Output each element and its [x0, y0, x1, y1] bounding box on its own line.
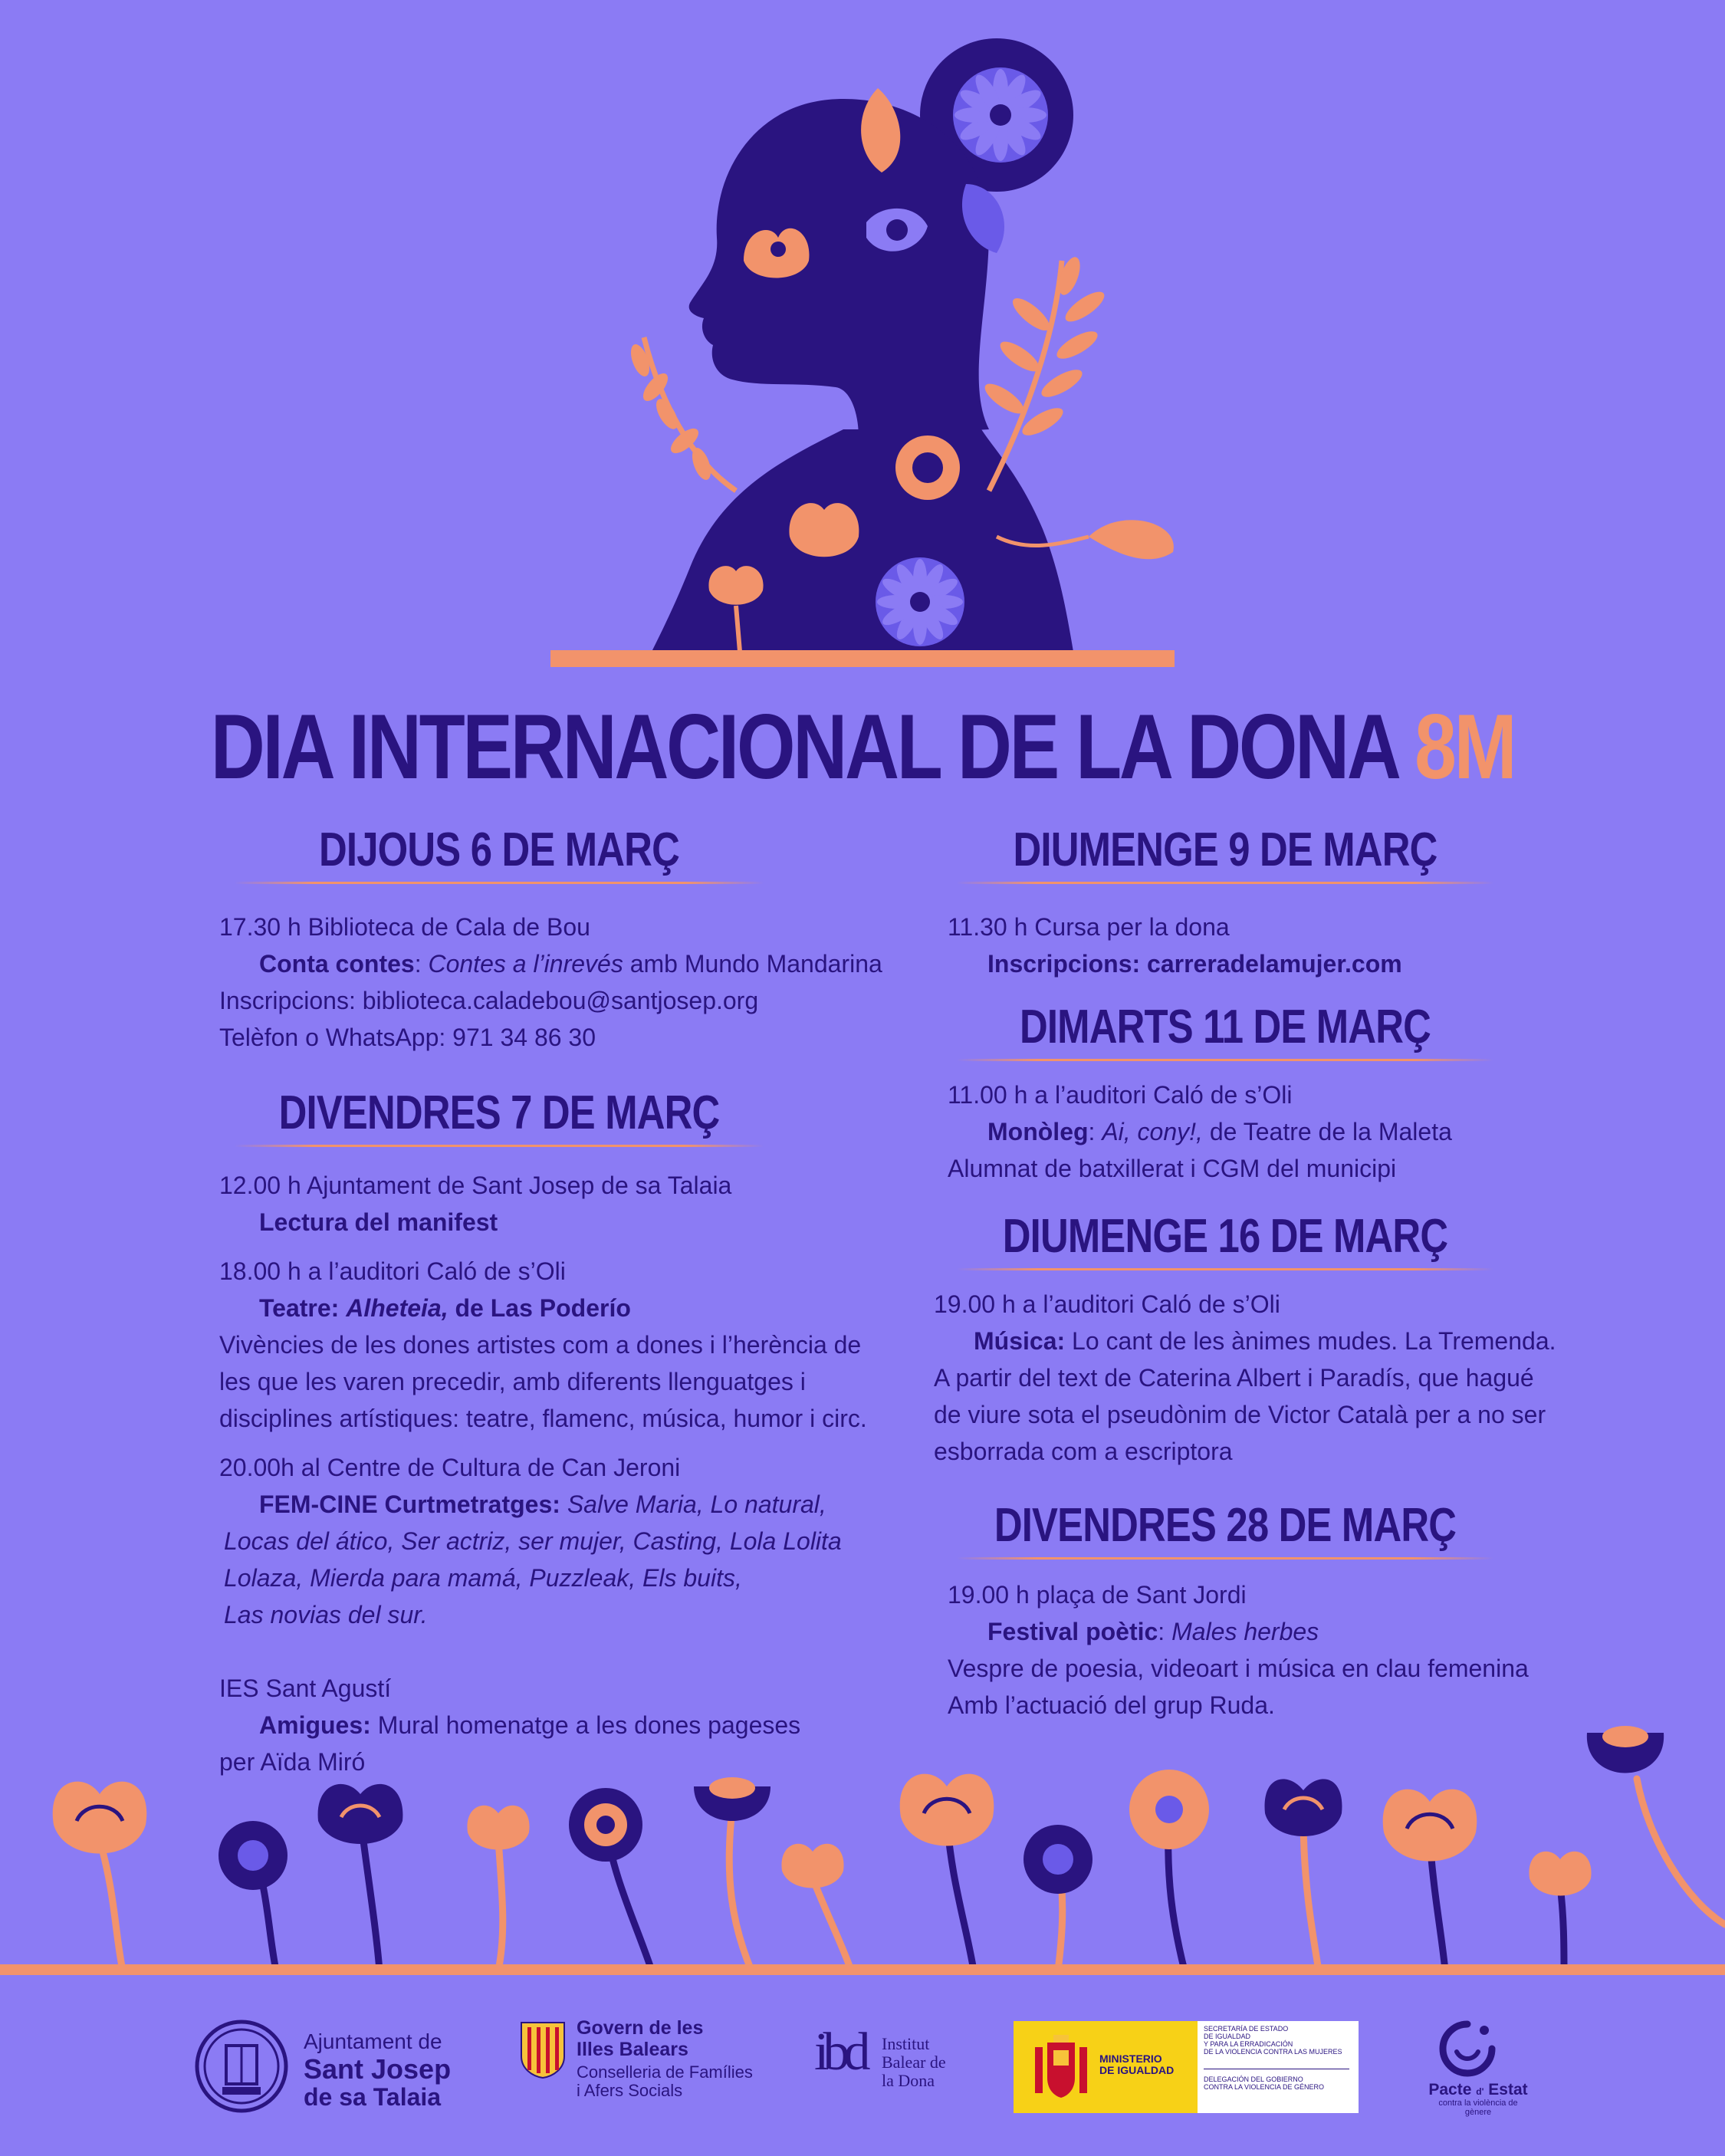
- flower-head: [1265, 1779, 1342, 1836]
- flower-head: [1529, 1852, 1591, 1896]
- logo-line: contra la violència de gènere: [1438, 2098, 1518, 2118]
- flower-head: [1024, 1825, 1092, 1894]
- flower-stem: [100, 1840, 123, 1970]
- event-line: 20.00h al Centre de Cultura de Can Jeroni: [219, 1454, 681, 1481]
- logo-line: SECRETARÍA DE ESTADO: [1204, 2025, 1289, 2033]
- event-line: [219, 1204, 909, 1241]
- logo-line: DE IGUALDAD: [1204, 2032, 1251, 2040]
- event-line: [219, 1559, 909, 1596]
- logo-line: Institut: [882, 2034, 930, 2053]
- event-28-poetry: [934, 1576, 1547, 1724]
- right-swirl-leaf: [1089, 520, 1174, 559]
- event-7-theatre: [219, 1253, 909, 1437]
- logo-line: Govern de les: [577, 2017, 704, 2039]
- flower-head: [467, 1806, 529, 1850]
- day-heading-16: [934, 1207, 1516, 1270]
- title-accent: 8M: [1414, 695, 1515, 798]
- event-detail: de Las Poderío: [448, 1294, 631, 1322]
- day-heading-28: [934, 1496, 1516, 1559]
- event-title: Alheteia,: [346, 1294, 449, 1322]
- event-sep: :: [1158, 1618, 1172, 1645]
- flower-head: [1129, 1770, 1209, 1849]
- event-16-music: [934, 1286, 1556, 1470]
- flower-stem: [498, 1840, 503, 1970]
- logo-line: Y PARA LA ERRADICACIÓN: [1204, 2039, 1293, 2048]
- flower-head: [53, 1782, 147, 1854]
- event-label: Música:: [974, 1327, 1073, 1355]
- event-label: Lectura del manifest: [259, 1208, 498, 1236]
- bun-flower: [953, 67, 1048, 163]
- day-heading-9: [934, 820, 1516, 884]
- event-line: 19.00 h a l’auditori Caló de s’Oli: [934, 1290, 1280, 1318]
- event-line: [948, 945, 1547, 982]
- ibd-mark: ibd: [814, 2023, 865, 2082]
- day-title: DIJOUS 6 DE MARÇ: [319, 823, 679, 876]
- ibd-logo: [882, 2035, 946, 2091]
- event-line: 12.00 h Ajuntament de Sant Josep de sa Talaia: [219, 1172, 732, 1199]
- logo-line: DELEGACIÓN DEL GOBIERNO: [1204, 2075, 1303, 2083]
- day-rule: [957, 1059, 1493, 1061]
- day-heading-11: [934, 997, 1516, 1061]
- logo-line: de sa Talaia: [304, 2083, 442, 2112]
- day-title: DIUMENGE 9 DE MARÇ: [1013, 823, 1438, 876]
- logo-line: [1424, 2081, 1532, 2098]
- logo-line: i Afers Socials: [577, 2081, 683, 2101]
- flower-head: [694, 1777, 770, 1821]
- logo-line: la Dona: [882, 2071, 935, 2091]
- day-rule: [957, 1268, 1493, 1270]
- day-heading-7: [219, 1083, 779, 1147]
- event-line: [934, 1323, 1556, 1359]
- logo-line: CONTRA LA VIOLENCIA DE GÉNERO: [1204, 2082, 1325, 2091]
- event-sep: :: [414, 950, 429, 978]
- day-rule: [235, 882, 764, 884]
- balearic-shield-icon: [520, 2021, 566, 2079]
- event-line: disciplines artístiques: teatre, flamenc, música, humor i circ.: [219, 1405, 867, 1432]
- event-line: [219, 1596, 909, 1633]
- event-line: [219, 945, 909, 982]
- secretaria-text: [1204, 2026, 1342, 2056]
- logo-line: Illes Balears: [577, 2038, 688, 2060]
- ministerio-text: [1099, 2053, 1174, 2077]
- event-label: Teatre:: [259, 1294, 347, 1322]
- hair-bud-center: [886, 219, 908, 241]
- body-tulip: [790, 503, 859, 557]
- flower-head: [781, 1844, 843, 1888]
- logo-line: Ajuntament de: [304, 2029, 442, 2053]
- event-detail: Mural homenatge a les dones pageses: [377, 1711, 801, 1739]
- event-label: Inscripcions: carreradelamujer.com: [987, 950, 1402, 978]
- event-title: Males herbes: [1171, 1618, 1319, 1645]
- event-title: Contes a l’inrevés: [428, 950, 623, 978]
- sant-josep-crest-icon: [192, 2016, 291, 2116]
- sponsor-logos: [0, 2001, 1725, 2154]
- event-line: 11.00 h a l’auditori Caló de s’Oli: [948, 1081, 1293, 1109]
- logo-line: DE IGUALDAD: [1099, 2064, 1175, 2077]
- pacte-estat-icon: [1438, 2020, 1497, 2078]
- event-line: Vivències de les dones artistes com a dones i l’herència de: [219, 1331, 862, 1359]
- spain-coat-of-arms-icon: [1030, 2032, 1092, 2102]
- flower-head: [1587, 1726, 1664, 1773]
- event-line: 19.00 h plaça de Sant Jordi: [948, 1581, 1247, 1609]
- title-main: DIA INTERNACIONAL DE LA DONA: [210, 695, 1397, 798]
- event-line: [948, 1613, 1547, 1650]
- day-title: DIVENDRES 28 DE MARÇ: [994, 1499, 1457, 1552]
- flower-head: [318, 1784, 403, 1844]
- event-title: Salve Maria, Lo natural,: [567, 1490, 826, 1518]
- day-title: DIMARTS 11 DE MARÇ: [1019, 1001, 1431, 1053]
- flower-head: [900, 1774, 994, 1846]
- event-line: [219, 1486, 909, 1523]
- event-line: IES Sant Agustí: [219, 1675, 392, 1702]
- event-detail: amb Mundo Mandarina: [623, 950, 882, 978]
- event-sep: :: [1088, 1118, 1102, 1145]
- logo-line: Balear de: [882, 2052, 946, 2072]
- flower-head: [569, 1788, 642, 1862]
- event-line: 11.30 h Cursa per la dona: [948, 913, 1230, 941]
- flower-stem: [1637, 1779, 1725, 1924]
- event-line: Telèfon o WhatsApp: 971 34 86 30: [219, 1024, 596, 1051]
- event-label: Festival poètic: [987, 1618, 1158, 1645]
- chest-flower: [895, 435, 960, 500]
- pacte-estat-logo: [1424, 2081, 1532, 2117]
- event-line: Inscripcions: biblioteca.caladebou@santjosep.org: [219, 987, 759, 1014]
- event-label: Monòleg: [987, 1118, 1089, 1145]
- event-line: de viure sota el pseudònim de Victor Català per a no ser: [934, 1401, 1546, 1428]
- body-daisy: [876, 557, 964, 646]
- day-heading-6: [219, 820, 779, 884]
- event-line: [948, 1113, 1547, 1150]
- flower-stem: [729, 1809, 751, 1970]
- logo-word: d': [1476, 2086, 1484, 2097]
- flower-stem: [813, 1878, 851, 1970]
- logo-word: Pacte: [1428, 2081, 1472, 2098]
- event-label: Amigues:: [259, 1711, 378, 1739]
- event-detail: Lo cant de les ànimes mudes. La Tremenda.: [1072, 1327, 1556, 1355]
- event-line: Vespre de poesia, videoart i música en clau femenina: [948, 1655, 1529, 1682]
- left-column: [219, 820, 909, 1780]
- flower-stem: [1303, 1817, 1319, 1970]
- event-line: [219, 1523, 909, 1559]
- event-title: Ai, cony!,: [1102, 1118, 1203, 1145]
- event-7-cinema: [219, 1449, 909, 1633]
- event-line: Alumnat de batxillerat i CGM del municipi: [948, 1155, 1397, 1182]
- head-silhouette: [689, 99, 989, 437]
- event-7-manifest: [219, 1167, 909, 1241]
- flower-head: [219, 1821, 288, 1890]
- event-title: Locas del ático, Ser actriz, ser mujer, Casting, Lola Lolita: [224, 1527, 842, 1555]
- delegacion-text: [1204, 2076, 1324, 2092]
- event-line: les que les varen precedir, amb diferents llenguatges i: [219, 1368, 806, 1395]
- event-title: Lolaza, Mierda para mamá, Puzzleak, Els buits,: [224, 1564, 742, 1592]
- flower-baseline: [0, 1964, 1725, 1975]
- left-sprig-leaves: [627, 342, 715, 482]
- face-flower: [744, 228, 809, 278]
- logo-line: Conselleria de Famílies: [577, 2062, 753, 2082]
- event-line: esborrada com a escriptora: [934, 1438, 1233, 1465]
- day-rule: [957, 882, 1493, 884]
- event-title: Las novias del sur.: [224, 1601, 428, 1629]
- hero-baseline: [550, 650, 1175, 667]
- logo-line: Sant Josep: [304, 2052, 452, 2085]
- day-title: DIVENDRES 7 DE MARÇ: [278, 1086, 720, 1139]
- logo-line: DE LA VIOLENCIA CONTRA LAS MUJERES: [1204, 2047, 1342, 2056]
- event-line: 17.30 h Biblioteca de Cala de Bou: [219, 913, 590, 941]
- event-11-monologue: [934, 1076, 1547, 1187]
- govern-logo: [577, 2018, 753, 2100]
- event-label: Conta contes: [259, 950, 415, 978]
- day-title: DIUMENGE 16 DE MARÇ: [1002, 1210, 1448, 1263]
- flower-head: [1383, 1790, 1477, 1862]
- ministerio-logo: [1014, 2021, 1359, 2113]
- event-line: per Aïda Miró: [219, 1748, 366, 1776]
- event-line: A partir del text de Caterina Albert i Paradís, que hagué: [934, 1364, 1534, 1392]
- woman-silhouette-illustration: [0, 0, 1725, 675]
- low-tulip: [708, 566, 763, 605]
- event-6-storytelling: [219, 909, 909, 1056]
- event-line: Amb l’actuació del grup Ruda.: [948, 1691, 1275, 1719]
- logo-line: MINISTERIO: [1099, 2052, 1162, 2065]
- event-label: FEM-CINE Curtmetratges:: [259, 1490, 567, 1518]
- logo-word: Estat: [1488, 2081, 1528, 2098]
- event-line: 18.00 h a l’auditori Caló de s’Oli: [219, 1257, 566, 1285]
- right-column: [934, 820, 1556, 1724]
- day-rule: [235, 1145, 764, 1147]
- event-detail: de Teatre de la Maleta: [1202, 1118, 1452, 1145]
- day-rule: [957, 1557, 1493, 1559]
- flower-border: [0, 1725, 1725, 1986]
- page-title: [156, 694, 1570, 800]
- sant-josep-logo: [304, 2030, 451, 2112]
- flower-stem: [1560, 1886, 1564, 1970]
- event-9-race: [934, 909, 1547, 982]
- event-line: [219, 1290, 909, 1326]
